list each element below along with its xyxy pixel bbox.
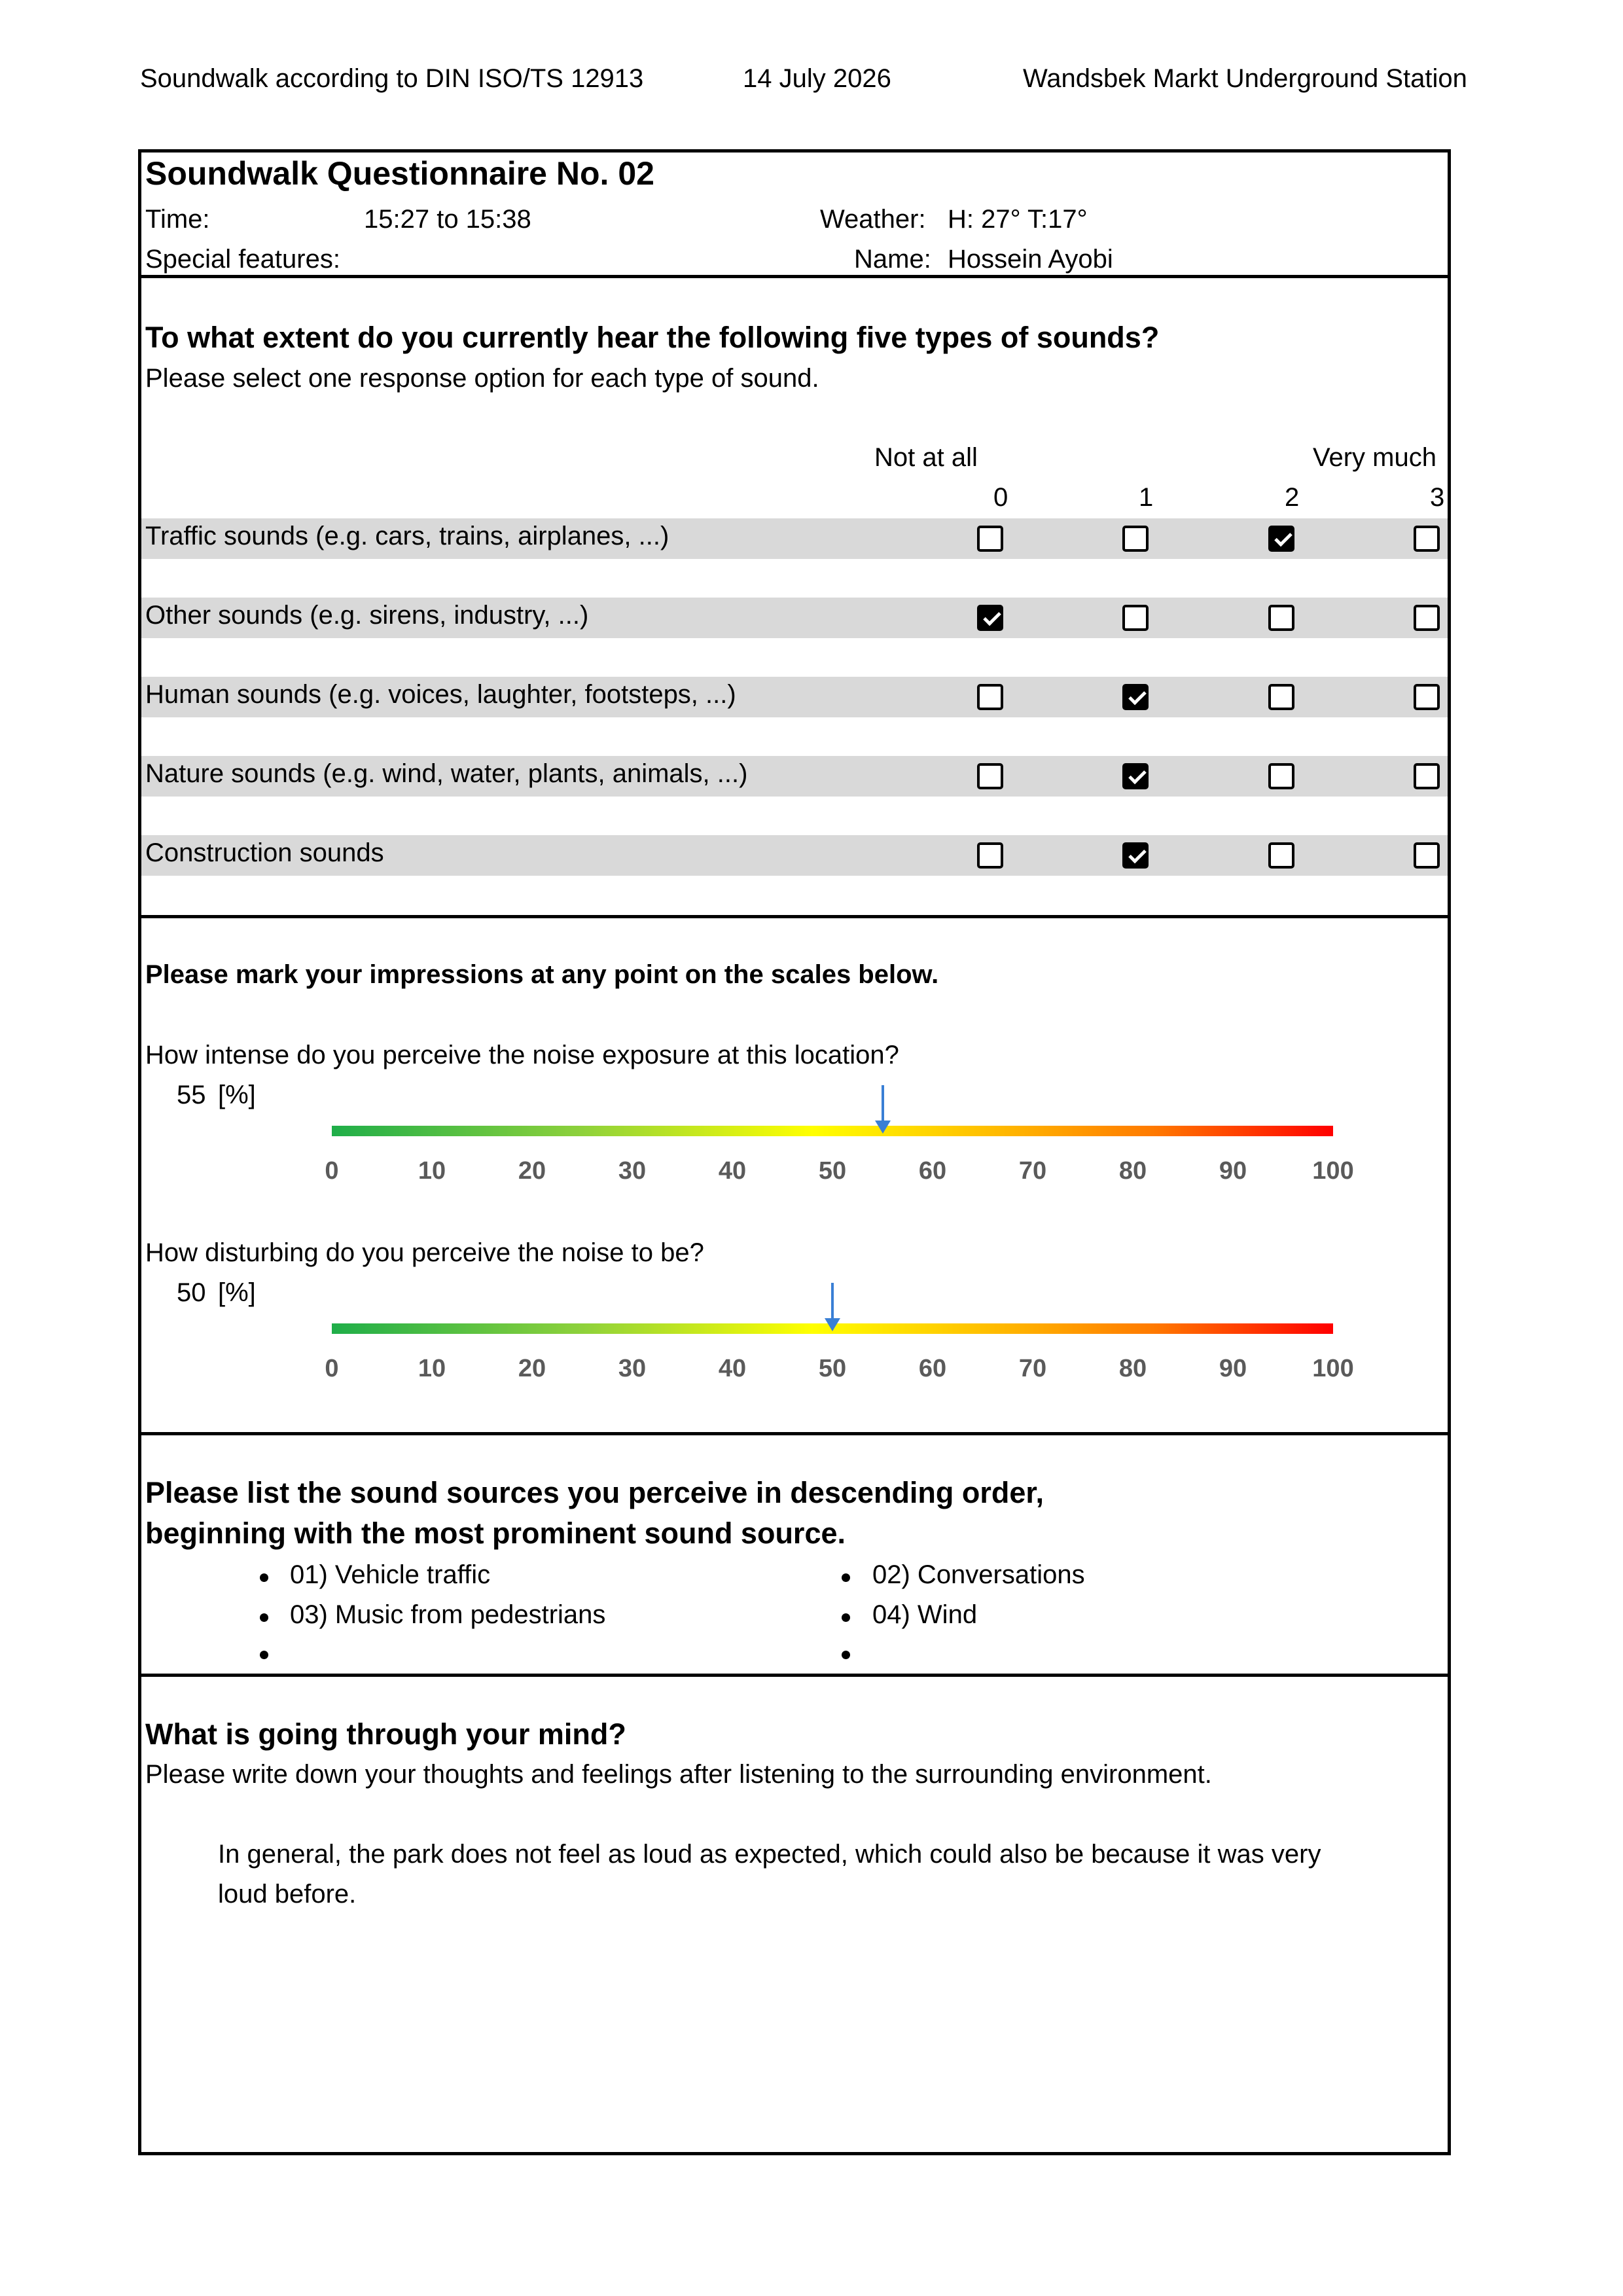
rating-checkbox[interactable] (1268, 684, 1294, 710)
sources-question-line2: beginning with the most prominent sound source. (145, 1516, 846, 1550)
sound-row-label: Human sounds (e.g. voices, laughter, footsteps, ...) (145, 680, 736, 709)
divider-sounds (138, 915, 1451, 918)
scale-number-2: 2 (1285, 483, 1300, 512)
scale-tick-label: 80 (1118, 1157, 1147, 1185)
special-features-label: Special features: (145, 245, 340, 274)
scale-tick-label: 10 (418, 1355, 446, 1382)
rating-checkbox[interactable] (1414, 684, 1440, 710)
sounds-instruction: Please select one response option for each type of sound. (145, 364, 819, 393)
source-item-4: 04) Wind (872, 1600, 978, 1629)
scale-tick-label: 50 (818, 1355, 847, 1382)
time-value: 15:27 to 15:38 (364, 205, 531, 234)
source-item-3: 03) Music from pedestrians (290, 1600, 606, 1629)
bullet-icon (260, 1651, 268, 1659)
bullet-icon (842, 1613, 850, 1622)
name-label: Name: (854, 245, 931, 274)
rating-checkbox[interactable] (1414, 605, 1440, 631)
scale-label-high: Very much (1313, 443, 1436, 472)
rating-checkbox[interactable] (1414, 763, 1440, 789)
sounds-question: To what extent do you currently hear the following five types of sounds? (145, 321, 1160, 354)
scale-tick-label: 20 (518, 1355, 546, 1382)
scale-tick-label: 60 (918, 1157, 947, 1185)
weather-value: H: 27° T:17° (948, 205, 1088, 234)
rating-checkbox[interactable] (977, 526, 1003, 552)
scale-number-3: 3 (1430, 483, 1445, 512)
divider-sources (138, 1674, 1451, 1677)
sound-row-label: Construction sounds (145, 838, 384, 867)
form-title: Soundwalk Questionnaire No. 02 (145, 155, 654, 192)
scale-tick-label: 0 (325, 1355, 339, 1382)
scale-tick-label: 90 (1219, 1355, 1247, 1382)
scale-tick-label: 20 (518, 1157, 546, 1185)
intensity-scale-bar[interactable] (332, 1126, 1333, 1136)
rating-checkbox[interactable] (1122, 605, 1149, 631)
thoughts-question: What is going through your mind? (145, 1717, 626, 1751)
rating-checkbox[interactable] (1122, 684, 1149, 710)
scale-label-low: Not at all (874, 443, 978, 472)
frame-top-border (138, 149, 1451, 152)
sound-row-label: Other sounds (e.g. sirens, industry, ...) (145, 601, 589, 630)
rating-checkbox[interactable] (977, 763, 1003, 789)
scale-tick-label: 30 (618, 1355, 647, 1382)
rating-checkbox[interactable] (1268, 526, 1294, 552)
scale-marker-arrow-icon[interactable] (882, 1085, 884, 1123)
divider-info (138, 275, 1451, 278)
scale-marker-arrow-icon[interactable] (831, 1283, 834, 1321)
scale-number-0: 0 (993, 483, 1008, 512)
thoughts-instruction: Please write down your thoughts and feelings after listening to the surrounding environment. (145, 1760, 1212, 1789)
scale-tick-label: 30 (618, 1157, 647, 1185)
rating-checkbox[interactable] (1414, 842, 1440, 869)
scale-tick-label: 100 (1312, 1355, 1354, 1382)
frame-bottom-border (138, 2152, 1451, 2155)
intensity-unit: [%] (218, 1081, 256, 1109)
sources-question-line1: Please list the sound sources you perceive in descending order, (145, 1476, 1044, 1509)
rating-checkbox[interactable] (1122, 842, 1149, 869)
rating-checkbox[interactable] (1268, 842, 1294, 869)
disturbance-question: How disturbing do you perceive the noise to be? (145, 1238, 704, 1267)
thoughts-answer-line1: In general, the park does not feel as loud as expected, which could also be because it was very (218, 1840, 1321, 1869)
rating-checkbox[interactable] (1122, 763, 1149, 789)
source-item-2: 02) Conversations (872, 1560, 1085, 1589)
thoughts-answer-line2: loud before. (218, 1880, 357, 1909)
name-value: Hossein Ayobi (948, 245, 1113, 274)
disturbance-unit: [%] (218, 1278, 256, 1307)
disturbance-value: 50 (177, 1278, 206, 1307)
rating-checkbox[interactable] (977, 605, 1003, 631)
rating-checkbox[interactable] (1268, 763, 1294, 789)
source-item-1: 01) Vehicle traffic (290, 1560, 491, 1589)
rating-checkbox[interactable] (977, 684, 1003, 710)
scale-tick-label: 40 (718, 1157, 747, 1185)
scale-tick-label: 90 (1219, 1157, 1247, 1185)
header-date: 14 July 2026 (743, 64, 891, 93)
rating-checkbox[interactable] (1268, 605, 1294, 631)
rating-checkbox[interactable] (977, 842, 1003, 869)
weather-label: Weather: (820, 205, 926, 234)
header-location: Wandsbek Markt Underground Station (1023, 64, 1467, 93)
scale-tick-label: 70 (1018, 1355, 1047, 1382)
bullet-icon (842, 1573, 850, 1582)
rating-checkbox[interactable] (1414, 526, 1440, 552)
divider-impressions (138, 1432, 1451, 1435)
sound-row-label: Nature sounds (e.g. wind, water, plants, animals, ...) (145, 759, 748, 788)
intensity-question: How intense do you perceive the noise exposure at this location? (145, 1041, 899, 1069)
bullet-icon (260, 1573, 268, 1582)
impressions-instruction: Please mark your impressions at any point on the scales below. (145, 960, 939, 989)
scale-number-1: 1 (1139, 483, 1154, 512)
scale-tick-label: 100 (1312, 1157, 1354, 1185)
time-label: Time: (145, 205, 210, 234)
scale-tick-label: 40 (718, 1355, 747, 1382)
scale-tick-label: 80 (1118, 1355, 1147, 1382)
scale-tick-label: 60 (918, 1355, 947, 1382)
rating-checkbox[interactable] (1122, 526, 1149, 552)
bullet-icon (842, 1651, 850, 1659)
scale-tick-label: 0 (325, 1157, 339, 1185)
scale-tick-label: 70 (1018, 1157, 1047, 1185)
intensity-value: 55 (177, 1081, 206, 1109)
scale-tick-label: 50 (818, 1157, 847, 1185)
bullet-icon (260, 1613, 268, 1622)
scale-tick-label: 10 (418, 1157, 446, 1185)
header-standard: Soundwalk according to DIN ISO/TS 12913 (140, 64, 644, 93)
sound-row-label: Traffic sounds (e.g. cars, trains, airplanes, ...) (145, 522, 669, 550)
